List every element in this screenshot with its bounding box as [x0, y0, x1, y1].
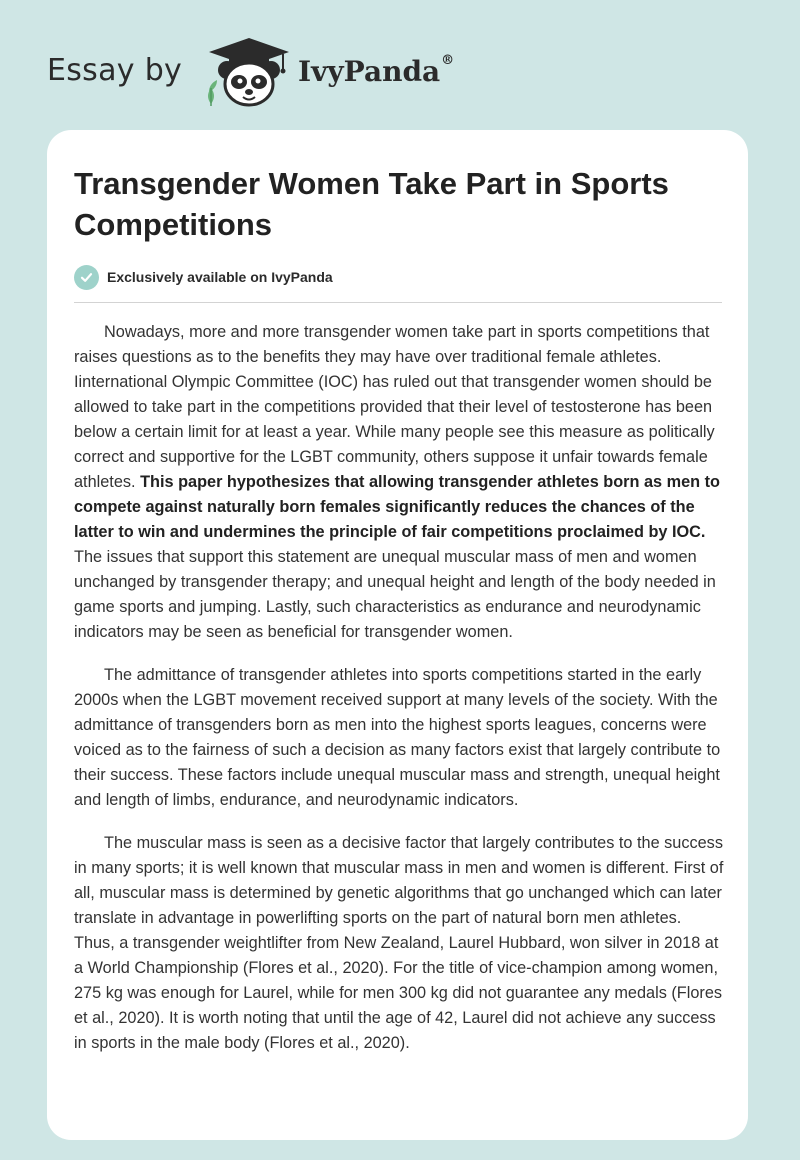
essay-card	[47, 130, 748, 1140]
brand-logo-text[interactable]: IvyPanda®	[298, 53, 455, 88]
divider	[74, 302, 722, 303]
article-body	[74, 320, 726, 1074]
paragraph-3: The muscular mass is seen as a decisive factor that largely contributes to the success in many sports; it is well known that muscular mass in men and women is different. First of all, muscular mass is determined by genetic algorithms that go unchanged which can later translate in advantage in powerlifting sports on the part of natural born men athletes. Thus, a transgender weightlifter from New Zealand, Laurel Hubbard, won silver in 2018 at a World Championship (Flores et al., 2020). For the title of vice-champion among women, 275 kg was enough for Laurel, while for men 300 kg did not guarantee any medals (Flores et al., 2020). It is worth noting that until the age of 42, Laurel did not achieve any success in sports in the male body (Flores et al., 2020).	[74, 834, 724, 1052]
thesis-statement: This paper hypothesizes that allowing transgender athletes born as men to compete against naturally born females significantly reduces the chances of the latter to win and undermines the principle of fair competitions proclaimed by IOC.	[74, 473, 720, 541]
paragraph-1: Nowadays, more and more transgender women take part in sports competitions that raises questions as to the benefits they may have over traditional female athletes. Iinternational Olympic Committee (IOC) has ruled out that transgender women should be allowed to take part in the competitions provided that their level of testosterone has been below a certain limit for at least a year. While many people see this measure as politically correct and supportive for the LGBT community, others suppose it unfair towards female athletes. This paper hypothesizes that allowing transgender athletes born as men to compete against naturally born females significantly reduces the chances of the latter to win and undermines the principle of fair competitions proclaimed by IOC. The issues that support this statement are unequal muscular mass of men and women unchanged by transgender therapy; and unequal height and length of the body needed in game sports and jumping. Lastly, such characteristics as endurance and neurodynamic indicators may be seen as beneficial for transgender women.	[74, 323, 720, 641]
paragraph-2: The admittance of transgender athletes into sports competitions started in the early 2000s when the LGBT movement received support at many levels of the society. With the admittance of transgenders born as men into the highest sports leagues, concerns were voiced as to the fairness of such a decision as many factors exist that largely contribute to their success. These factors include unequal muscular mass and strength, unequal height and length of limbs, endurance, and neurodynamic indicators.	[74, 666, 721, 809]
page-title: Transgender Women Take Part in Sports Competitions	[74, 166, 669, 242]
panda-graduation-cap-icon[interactable]	[203, 36, 295, 108]
essay-by-label: Essay by	[47, 53, 183, 88]
site-header	[0, 0, 800, 130]
exclusive-badge	[74, 264, 333, 290]
check-icon	[74, 265, 99, 290]
exclusive-label: Exclusively available on IvyPanda	[107, 269, 333, 285]
